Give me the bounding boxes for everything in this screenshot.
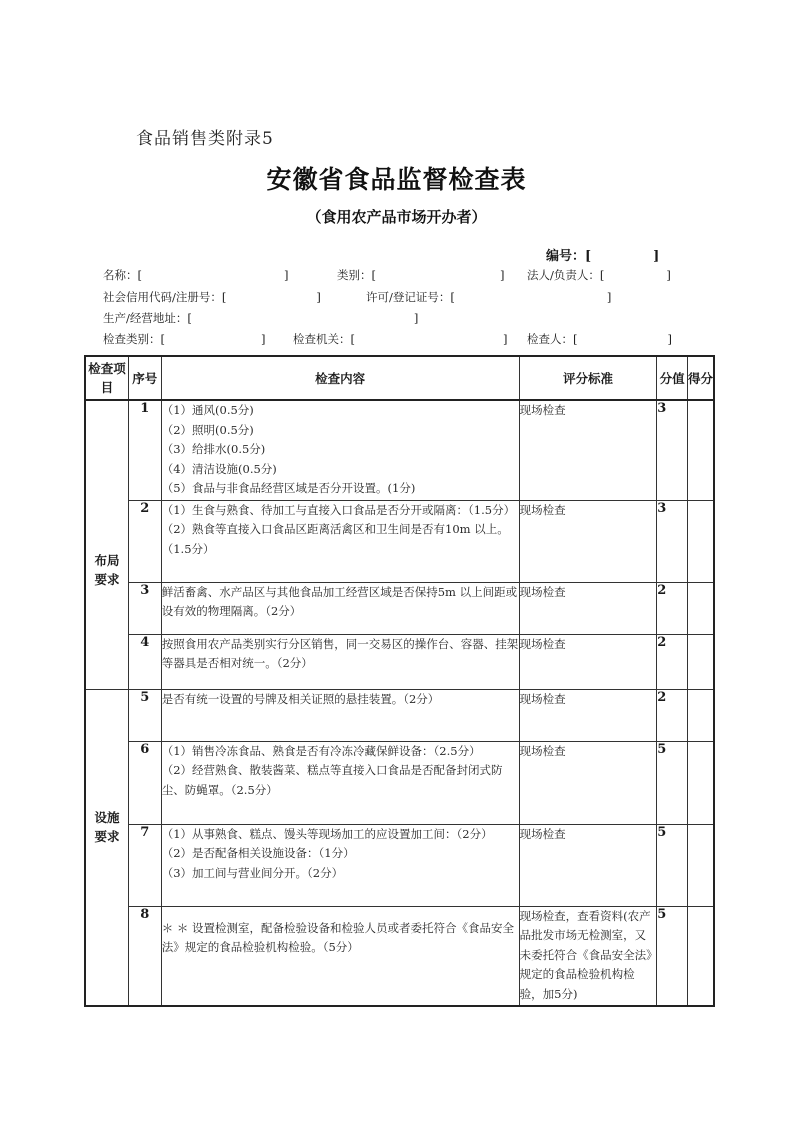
category-field[interactable]: [337, 267, 505, 283]
content-line: （3）给排水(0.5分): [161, 442, 266, 456]
criteria-cell: 现场检查: [519, 689, 657, 741]
content-line: ＊ ＊ 设置检测室，配备检验设备和检验人员或者委托符合《食品安全法》规定的食品检验机构检验。（5分）: [161, 920, 515, 954]
table-row: [85, 582, 714, 634]
points-cell: 5: [657, 741, 688, 824]
license-label: 许可/登记证号：[: [366, 290, 455, 304]
bracket-close: ]: [666, 268, 671, 282]
seq-cell: 7: [128, 824, 161, 906]
bracket-close: ]: [606, 290, 612, 304]
name-field[interactable]: [103, 267, 289, 283]
seq-cell: 1: [128, 400, 161, 500]
bracket-close: ]: [667, 332, 672, 346]
content-line: （4）清洁设施(0.5分): [161, 461, 277, 476]
table-row: [85, 400, 714, 500]
seq-cell: 6: [128, 741, 161, 824]
serial-number-label: 编号：[: [546, 249, 592, 264]
content-cell: [161, 906, 519, 1006]
credit-code-label: 社会信用代码/注册号：[: [103, 290, 227, 304]
points-cell: 2: [657, 582, 688, 634]
table-row: [85, 906, 714, 1006]
criteria-cell: 现场检查: [519, 634, 657, 689]
table-row: [85, 634, 714, 689]
bracket-close: ]: [653, 249, 660, 264]
points-cell: 5: [657, 824, 688, 906]
criteria-cell: 现场检查: [519, 741, 657, 824]
inspection-table: [84, 355, 715, 1007]
content-cell: [161, 824, 519, 906]
content-line: （2）经营熟食、散装酱菜、糕点等直接入口食品是否配备封闭式防尘、防蝇罩。（2.5分）: [161, 763, 503, 797]
seq-cell: 3: [128, 582, 161, 634]
content-cell: [161, 741, 519, 824]
table-row: [85, 689, 714, 741]
serial-number-field[interactable]: [546, 245, 659, 264]
category-cell: 布局要求: [85, 400, 128, 689]
bracket-close: ]: [316, 290, 321, 304]
header-score: 得分: [687, 356, 714, 400]
bracket-close: ]: [284, 268, 289, 282]
seq-cell: 4: [128, 634, 161, 689]
content-line: （1）生食与熟食、待加工与直接入口食品是否分开或隔离：（1.5分）: [161, 502, 516, 517]
header-points: 分值: [657, 356, 688, 400]
header-item: 检查项目: [85, 356, 128, 400]
score-input-cell[interactable]: [687, 634, 714, 689]
content-line: （2）是否配备相关设施设备：（1分）: [161, 846, 355, 860]
score-input-cell[interactable]: [687, 906, 714, 1006]
header-seq: 序号: [128, 356, 161, 400]
content-line: （3）加工间与营业间分开。（2分）: [161, 865, 344, 880]
inspection-type-label: 检查类别：[: [103, 332, 165, 346]
content-cell: [161, 634, 519, 689]
score-input-cell[interactable]: [687, 582, 714, 634]
header-criteria: 评分标准: [519, 356, 657, 400]
score-input-cell[interactable]: [687, 400, 714, 500]
seq-cell: 2: [128, 500, 161, 582]
points-cell: 3: [657, 500, 688, 582]
criteria-cell: 现场检查: [519, 500, 657, 582]
content-cell: [161, 400, 519, 500]
inspection-agency-label: 检查机关：[: [293, 332, 355, 346]
bracket-close: ]: [413, 311, 419, 325]
content-cell: [161, 500, 519, 582]
inspection-type-field[interactable]: [103, 331, 266, 347]
category-cell: 设施要求: [85, 689, 128, 1006]
criteria-cell: 现场检查: [519, 400, 657, 500]
bracket-close: ]: [500, 268, 505, 282]
inspector-field[interactable]: [527, 331, 672, 347]
criteria-cell: 现场检查: [519, 824, 657, 906]
address-field[interactable]: [103, 310, 418, 326]
content-line: （2）照明(0.5分): [161, 422, 254, 437]
score-input-cell[interactable]: [687, 741, 714, 824]
name-label: 名称：[: [103, 268, 142, 282]
table-row: [85, 824, 714, 906]
table-header-row: [85, 356, 714, 400]
document-subtitle: （食用农产品市场开办者）: [306, 208, 487, 226]
header-content: 检查内容: [161, 356, 519, 400]
content-cell: [161, 582, 519, 634]
inspector-label: 检查人：[: [527, 332, 578, 346]
legal-person-field[interactable]: [527, 267, 671, 283]
points-cell: 2: [657, 689, 688, 741]
license-field[interactable]: [366, 289, 611, 305]
score-input-cell[interactable]: [687, 824, 714, 906]
points-cell: 2: [657, 634, 688, 689]
bracket-close: ]: [503, 332, 508, 346]
score-input-cell[interactable]: [687, 500, 714, 582]
content-line: 按照食用农产品类别实行分区销售，同一交易区的操作台、容器、挂架等器具是否相对统一。（2分）: [161, 636, 519, 670]
bracket-close: ]: [261, 332, 266, 346]
appendix-label: 食品销售类附录5: [136, 129, 274, 149]
credit-code-field[interactable]: [103, 289, 321, 305]
criteria-cell: 现场检查，查看资料(农产品批发市场无检测室，又未委托符合《食品安全法》规定的食品检验机构检验，加5分): [519, 906, 657, 1006]
content-line: （5）食品与非食品经营区域是否分开设置。(1分): [161, 481, 416, 495]
points-cell: 5: [657, 906, 688, 1006]
content-line: （2）熟食等直接入口食品区距离活禽区和卫生间是否有10m 以上。（1.5分）: [161, 522, 509, 556]
address-label: 生产/经营地址：[: [103, 311, 192, 325]
content-line: 是否有统一设置的号牌及相关证照的悬挂装置。（2分）: [161, 691, 440, 706]
criteria-cell: 现场检查: [519, 582, 657, 634]
score-input-cell[interactable]: [687, 689, 714, 741]
category-label: 类别：[: [337, 268, 376, 282]
content-cell: [161, 689, 519, 741]
content-line: （1）通风(0.5分): [161, 403, 254, 417]
content-line: 鲜活畜禽、水产品区与其他食品加工经营区域是否保持5m 以上间距或设有效的物理隔离。（2分）: [161, 584, 518, 618]
content-line: （1）销售冷冻食品、熟食是否有冷冻冷藏保鲜设备：（2.5分）: [161, 743, 481, 758]
legal-person-label: 法人/负责人：[: [527, 268, 605, 282]
points-cell: 3: [657, 400, 688, 500]
seq-cell: 5: [128, 689, 161, 741]
content-line: （1）从事熟食、糕点、馒头等现场加工的应设置加工间：（2分）: [161, 826, 493, 841]
inspection-agency-field[interactable]: [293, 331, 508, 347]
table-row: [85, 500, 714, 582]
table-row: [85, 741, 714, 824]
seq-cell: 8: [128, 906, 161, 1006]
document-title: 安徽省食品监督检查表: [266, 165, 527, 194]
